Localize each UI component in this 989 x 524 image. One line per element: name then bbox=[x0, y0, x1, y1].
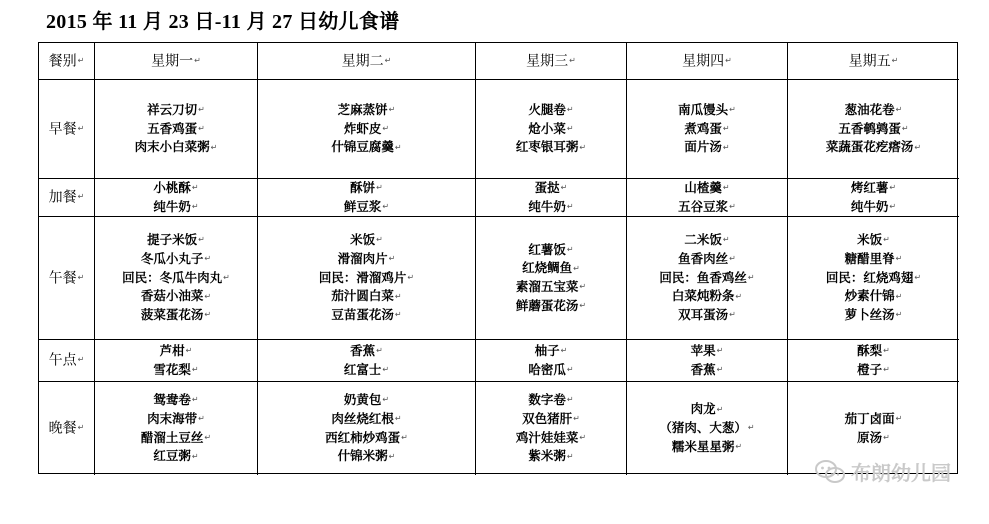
menu-item: 白菜炖粉条 ↵ bbox=[672, 287, 742, 306]
menu-item: 原汤 ↵ bbox=[857, 429, 890, 448]
menu-item: 五谷豆浆 ↵ bbox=[678, 198, 736, 217]
menu-cell-tue bbox=[258, 179, 476, 217]
menu-cell-tue bbox=[258, 80, 476, 179]
menu-item: 香蕉 ↵ bbox=[691, 361, 724, 380]
menu-item: 二米饭 ↵ bbox=[684, 231, 729, 250]
menu-item: 回民：冬瓜牛肉丸 ↵ bbox=[122, 269, 230, 288]
menu-item: 苹果 ↵ bbox=[691, 342, 724, 361]
watermark-text: 布朗幼儿园 bbox=[851, 461, 951, 485]
menu-item: 双耳蛋汤 ↵ bbox=[678, 306, 736, 325]
menu-cell-tue bbox=[258, 217, 476, 340]
menu-item: 芦柑 ↵ bbox=[160, 342, 193, 361]
meal-type-label: 午餐 ↵ bbox=[49, 269, 85, 288]
menu-item: 纯牛奶 ↵ bbox=[528, 198, 573, 217]
menu-cell-wed bbox=[476, 80, 627, 179]
day-label: 星期五 ↵ bbox=[849, 52, 899, 71]
menu-item: 什锦米粥 ↵ bbox=[338, 447, 396, 466]
day-header-mon bbox=[95, 43, 258, 80]
menu-item: 鸡汁娃娃菜 ↵ bbox=[516, 429, 586, 448]
meal-type-label: 午点 ↵ bbox=[49, 351, 85, 370]
menu-item: 米饭 ↵ bbox=[350, 231, 383, 250]
menu-item: 萝卜丝汤 ↵ bbox=[845, 306, 903, 325]
menu-cell-thu bbox=[627, 217, 788, 340]
meal-type-cell bbox=[39, 179, 95, 217]
menu-item: 肉末小白菜粥 ↵ bbox=[135, 138, 218, 157]
menu-item: 鱼香肉丝 ↵ bbox=[678, 250, 736, 269]
menu-cell-mon bbox=[95, 340, 258, 382]
menu-item: 红薯饭 ↵ bbox=[528, 241, 573, 260]
meal-type-cell bbox=[39, 217, 95, 340]
menu-item: 回民：鱼香鸡丝 ↵ bbox=[659, 269, 754, 288]
menu-item: （猪肉、大葱） ↵ bbox=[659, 419, 754, 438]
menu-item: 红富士 ↵ bbox=[344, 361, 389, 380]
menu-item: 祥云刀切 ↵ bbox=[147, 101, 205, 120]
menu-item: 芝麻蒸饼 ↵ bbox=[338, 101, 396, 120]
day-label: 星期四 ↵ bbox=[682, 52, 732, 71]
wechat-icon bbox=[815, 459, 845, 485]
watermark bbox=[815, 457, 951, 486]
menu-item: 菜蔬蛋花疙瘩汤 ↵ bbox=[826, 138, 921, 157]
menu-item: 西红柿炒鸡蛋 ↵ bbox=[325, 429, 408, 448]
menu-cell-thu bbox=[627, 340, 788, 382]
menu-cell-fri bbox=[788, 217, 959, 340]
menu-item: 炝小菜 ↵ bbox=[528, 120, 573, 139]
menu-item: 雪花梨 ↵ bbox=[153, 361, 198, 380]
menu-item: 冬瓜小丸子 ↵ bbox=[141, 250, 211, 269]
menu-item: 滑溜肉片 ↵ bbox=[338, 250, 396, 269]
menu-item: 糖醋里脊 ↵ bbox=[845, 250, 903, 269]
menu-cell-mon bbox=[95, 179, 258, 217]
menu-item: 奶黄包 ↵ bbox=[344, 391, 389, 410]
day-header-tue bbox=[258, 43, 476, 80]
menu-item: 香菇小油菜 ↵ bbox=[141, 287, 211, 306]
menu-cell-fri bbox=[788, 80, 959, 179]
menu-cell-tue bbox=[258, 382, 476, 475]
menu-item: 鲜豆浆 ↵ bbox=[344, 198, 389, 217]
menu-cell-wed bbox=[476, 179, 627, 217]
menu-item: 柚子 ↵ bbox=[535, 342, 568, 361]
menu-item: 豆苗蛋花汤 ↵ bbox=[331, 306, 401, 325]
day-header-wed bbox=[476, 43, 627, 80]
menu-item: 肉龙 ↵ bbox=[691, 400, 724, 419]
menu-item: 肉丝烧红根 ↵ bbox=[331, 410, 401, 429]
menu-item: 菠菜蛋花汤 ↵ bbox=[141, 306, 211, 325]
menu-cell-mon bbox=[95, 217, 258, 340]
menu-item: 烤红薯 ↵ bbox=[851, 179, 896, 198]
menu-item: 红枣银耳粥 ↵ bbox=[516, 138, 586, 157]
day-label: 星期二 ↵ bbox=[342, 52, 392, 71]
menu-cell-thu bbox=[627, 382, 788, 475]
meal-type-header: 餐别 ↵ bbox=[49, 52, 85, 71]
menu-item: 鸳鸯卷 ↵ bbox=[153, 391, 198, 410]
menu-item: 火腿卷 ↵ bbox=[528, 101, 573, 120]
menu-item: 香蕉 ↵ bbox=[350, 342, 383, 361]
menu-item: 炒素什锦 ↵ bbox=[845, 287, 903, 306]
menu-item: 葱油花卷 ↵ bbox=[845, 101, 903, 120]
menu-cell-tue bbox=[258, 340, 476, 382]
menu-cell-mon bbox=[95, 382, 258, 475]
menu-item: 什锦豆腐羹 ↵ bbox=[331, 138, 401, 157]
menu-item: 双色猪肝 ↵ bbox=[522, 410, 580, 429]
menu-item: 肉末海带 ↵ bbox=[147, 410, 205, 429]
menu-item: 煮鸡蛋 ↵ bbox=[684, 120, 729, 139]
menu-cell-thu bbox=[627, 179, 788, 217]
menu-item: 数字卷 ↵ bbox=[528, 391, 573, 410]
menu-item: 鲜蘑蛋花汤 ↵ bbox=[516, 297, 586, 316]
menu-cell-fri bbox=[788, 340, 959, 382]
meal-type-cell bbox=[39, 340, 95, 382]
meal-type-cell bbox=[39, 80, 95, 179]
menu-item: 五香鹌鹑蛋 ↵ bbox=[838, 120, 908, 139]
menu-cell-wed bbox=[476, 340, 627, 382]
menu-cell-thu bbox=[627, 80, 788, 179]
day-label: 星期三 ↵ bbox=[526, 52, 576, 71]
menu-item: 回民：红烧鸡翅 ↵ bbox=[826, 269, 921, 288]
menu-item: 糯米星星粥 ↵ bbox=[672, 438, 742, 457]
menu-cell-fri bbox=[788, 179, 959, 217]
meal-type-label: 早餐 ↵ bbox=[49, 120, 85, 139]
meal-type-label: 加餐 ↵ bbox=[49, 188, 85, 207]
document-title: 2015 年 11 月 23 日-11 月 27 日幼儿食谱 bbox=[46, 11, 400, 33]
menu-item: 蛋挞 ↵ bbox=[535, 179, 568, 198]
day-label: 星期一 ↵ bbox=[151, 52, 201, 71]
menu-cell-mon bbox=[95, 80, 258, 179]
menu-item: 南瓜馒头 ↵ bbox=[678, 101, 736, 120]
menu-item: 红烧鲷鱼 ↵ bbox=[522, 259, 580, 278]
menu-table bbox=[38, 42, 958, 474]
menu-item: 提子米饭 ↵ bbox=[147, 231, 205, 250]
menu-item: 紫米粥 ↵ bbox=[528, 447, 573, 466]
menu-cell-wed bbox=[476, 217, 627, 340]
menu-item: 米饭 ↵ bbox=[857, 231, 890, 250]
menu-item: 醋溜土豆丝 ↵ bbox=[141, 429, 211, 448]
menu-cell-wed bbox=[476, 382, 627, 475]
menu-item: 炸虾皮 ↵ bbox=[344, 120, 389, 139]
menu-item: 哈密瓜 ↵ bbox=[528, 361, 573, 380]
menu-item: 纯牛奶 ↵ bbox=[153, 198, 198, 217]
menu-item: 五香鸡蛋 ↵ bbox=[147, 120, 205, 139]
menu-item: 酥饼 ↵ bbox=[350, 179, 383, 198]
menu-item: 素溜五宝菜 ↵ bbox=[516, 278, 586, 297]
menu-item: 茄汁圆白菜 ↵ bbox=[331, 287, 401, 306]
menu-item: 小桃酥 ↵ bbox=[153, 179, 198, 198]
day-header-fri bbox=[788, 43, 959, 80]
menu-item: 纯牛奶 ↵ bbox=[851, 198, 896, 217]
menu-item: 橙子 ↵ bbox=[857, 361, 890, 380]
menu-item: 山楂羹 ↵ bbox=[684, 179, 729, 198]
menu-item: 酥梨 ↵ bbox=[857, 342, 890, 361]
day-header-thu bbox=[627, 43, 788, 80]
menu-item: 茄丁卤面 ↵ bbox=[845, 410, 903, 429]
menu-item: 红豆粥 ↵ bbox=[153, 447, 198, 466]
menu-item: 面片汤 ↵ bbox=[684, 138, 729, 157]
table-header-corner bbox=[39, 43, 95, 80]
menu-item: 回民：滑溜鸡片 ↵ bbox=[319, 269, 414, 288]
meal-type-label: 晚餐 ↵ bbox=[49, 419, 85, 438]
meal-type-cell bbox=[39, 382, 95, 475]
